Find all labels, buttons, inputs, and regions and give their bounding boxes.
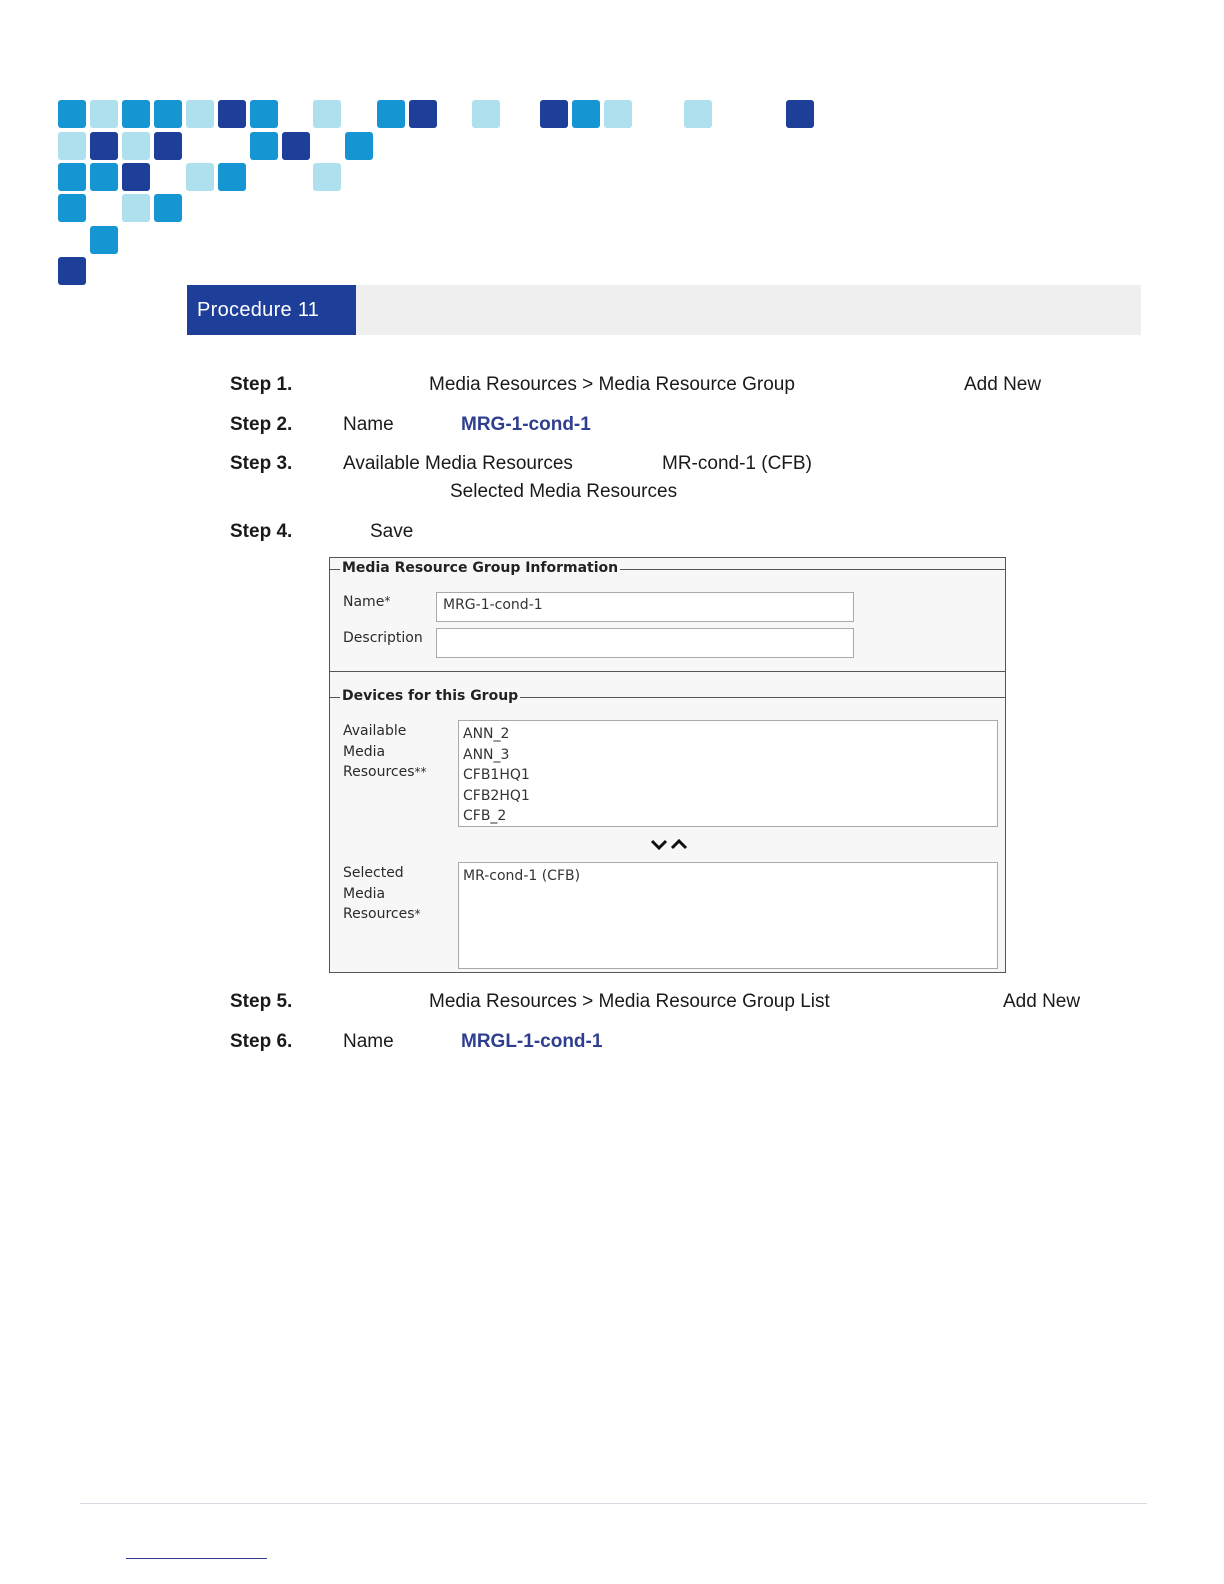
grid-square — [472, 100, 500, 128]
list-item[interactable]: ANN_3 — [463, 746, 510, 763]
move-down-icon[interactable] — [652, 841, 666, 848]
procedure-title: Procedure 11 — [187, 285, 356, 335]
grid-square — [58, 163, 86, 191]
available-resources-listbox[interactable] — [458, 720, 998, 827]
grid-square — [313, 163, 341, 191]
devices-section-legend: Devices for this Group — [342, 688, 519, 704]
step-1-action: Add New — [964, 374, 1042, 395]
grid-square — [90, 132, 118, 160]
grid-square — [58, 194, 86, 222]
grid-square — [58, 100, 86, 128]
grid-square — [90, 163, 118, 191]
name-field-label: Name* — [343, 594, 391, 610]
grid-square — [604, 100, 632, 128]
grid-square — [377, 100, 405, 128]
grid-square — [409, 100, 437, 128]
grid-square — [218, 100, 246, 128]
list-item[interactable]: CFB2HQ1 — [463, 787, 530, 804]
step-6-value: MRGL-1-cond-1 — [461, 1031, 603, 1052]
grid-square — [540, 100, 568, 128]
name-input[interactable]: MRG-1-cond-1 — [436, 592, 854, 622]
step-5-action: Add New — [1003, 991, 1081, 1012]
step-3-value: MR-cond-1 (CFB) — [662, 453, 812, 474]
step-5-label: Step 5. — [230, 991, 293, 1012]
selected-resources-listbox[interactable] — [458, 862, 998, 969]
description-field-label: Description — [343, 630, 423, 646]
grid-square — [154, 194, 182, 222]
move-up-icon[interactable] — [672, 841, 686, 848]
grid-square — [218, 163, 246, 191]
step-6-field: Name — [343, 1031, 394, 1052]
step-3-target: Selected Media Resources — [450, 481, 678, 502]
grid-square — [90, 226, 118, 254]
step-3-label: Step 3. — [230, 453, 293, 474]
grid-square — [572, 100, 600, 128]
grid-square — [154, 132, 182, 160]
grid-square — [250, 132, 278, 160]
grid-square — [345, 132, 373, 160]
grid-square — [186, 100, 214, 128]
grid-square — [250, 100, 278, 128]
grid-square — [122, 100, 150, 128]
grid-square — [90, 100, 118, 128]
required-marker: * — [384, 594, 391, 608]
info-section-legend: Media Resource Group Information — [342, 560, 619, 576]
grid-square — [122, 194, 150, 222]
media-resource-group-screenshot — [329, 557, 1006, 973]
available-resources-label: Available Media Resources** — [343, 723, 427, 780]
list-item[interactable]: CFB_2 — [463, 808, 507, 824]
footer-underline — [126, 1558, 267, 1559]
selected-resources-label: Selected Media Resources* — [343, 865, 421, 922]
footer-divider — [80, 1503, 1147, 1504]
grid-square — [186, 163, 214, 191]
grid-square — [122, 163, 150, 191]
step-5-path: Media Resources > Media Resource Group List — [429, 991, 830, 1012]
step-2-value: MRG-1-cond-1 — [461, 414, 591, 435]
section-divider — [330, 671, 1005, 672]
step-3-field: Available Media Resources — [343, 453, 573, 474]
step-4-label: Step 4. — [230, 521, 293, 542]
step-1-label: Step 1. — [230, 374, 293, 395]
list-item[interactable]: ANN_2 — [463, 726, 510, 742]
grid-square — [313, 100, 341, 128]
grid-square — [58, 132, 86, 160]
list-item[interactable]: MR-cond-1 (CFB) — [463, 868, 581, 884]
step-2-label: Step 2. — [230, 414, 293, 435]
grid-square — [154, 100, 182, 128]
move-arrows — [650, 838, 690, 852]
list-item[interactable]: CFB1HQ1 — [463, 767, 530, 783]
step-4-action: Save — [370, 521, 414, 542]
step-1-path: Media Resources > Media Resource Group — [429, 374, 795, 395]
step-6-label: Step 6. — [230, 1031, 293, 1052]
description-input[interactable] — [436, 628, 854, 658]
grid-square — [786, 100, 814, 128]
grid-square — [58, 257, 86, 285]
grid-square — [684, 100, 712, 128]
grid-square — [282, 132, 310, 160]
grid-square — [122, 132, 150, 160]
step-2-field: Name — [343, 414, 394, 435]
